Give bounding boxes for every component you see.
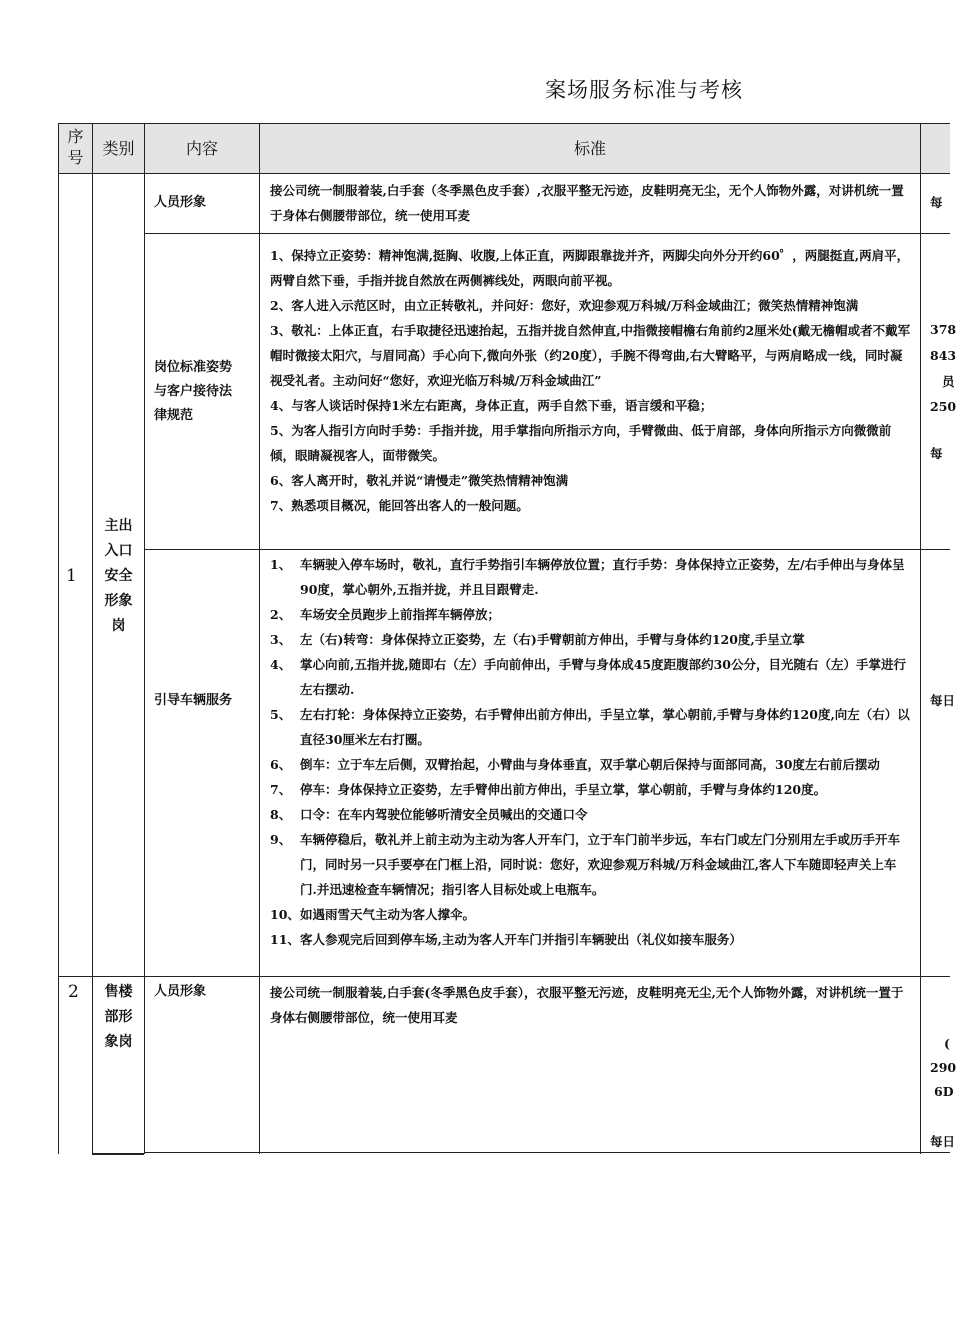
list-item: 9、 车辆停稳后，敬礼并上前主动为主动为客人开车门，立于车门前半步远，车右门或左门分别用左手或历手开车门，同时另一只手要亭在门框上沿，同时说：您好，欢迎参观万科城/万科金域曲江,客人下车随即轻声关上车门.并迅速检查车辆情况；指引客人目标处或上电瓶车。 — [270, 832, 901, 897]
header-content: 内容 — [185, 139, 218, 158]
content-label: 岗位标准姿势 与客户接待法 律规范 — [154, 360, 233, 423]
score-cell-text: 每 — [930, 195, 943, 210]
score-cell-text: 250 — [930, 399, 956, 414]
grid-line — [58, 173, 950, 174]
grid-line — [144, 1152, 950, 1153]
list-item: 2、 车场安全员跑步上前指挥车辆停放； — [270, 607, 501, 622]
grid-line — [92, 1153, 144, 1155]
score-cell-text: ( — [944, 1036, 950, 1051]
page-title: 案场服务标准与考核 — [545, 78, 743, 102]
standard-list — [270, 552, 913, 952]
standard-text: 接公司统一制服着装,白手套(冬季黑色皮手套），衣服平整无污迹，皮鞋明亮无尘,无个人饰物外露，对讲机统一置于身体右侧腰带部位，统一使用耳麦 — [270, 985, 904, 1025]
grid-line — [144, 233, 950, 234]
grid-line — [144, 549, 950, 550]
score-cell-text: 每 — [930, 446, 943, 461]
header-standard: 标准 — [573, 139, 606, 158]
standard-text: 接公司统一制服着装,白手套（冬季黑色皮手套）,衣服平整无污迹，皮鞋明亮无尘，无个人饰物外露，对讲机统一置于身体右侧腰带部位，统一使用耳麦 — [270, 183, 904, 223]
grid-line — [58, 123, 950, 124]
list-item: 10、 如遇雨雪天气主动为客人撑伞。 — [270, 907, 476, 922]
header-category: 类别 — [102, 139, 135, 158]
content-label: 人员形象 — [154, 984, 207, 999]
score-cell-text: 每日 — [930, 693, 956, 708]
grid-line — [144, 123, 145, 1154]
list-item: 4、 掌心向前,五指并拢,随即右（左）手向前伸出，手臂与身体成45度距腹部约30公分，目光随右（左）手掌进行左右摆动. — [270, 657, 906, 697]
list-item: 7、 停车：身体保持立正姿势，左手臂伸出前方伸出，手呈立掌，掌心朝前，手臂与身体约120度。 — [270, 782, 827, 797]
grid-line — [920, 123, 921, 1154]
content-label: 引导车辆服务 — [154, 693, 233, 708]
grid-line — [58, 123, 59, 1154]
row-seq-number: 1 — [66, 566, 77, 586]
content-label: 人员形象 — [154, 195, 207, 210]
score-cell-text: 378 — [930, 322, 956, 337]
score-cell-text: 6D — [934, 1084, 954, 1099]
grid-line — [259, 123, 260, 1154]
header-seq: 序 号 — [67, 127, 84, 167]
score-cell-text: 员 — [942, 374, 955, 389]
grid-line — [58, 976, 950, 977]
standard-text: 1、保持立正姿势：精神饱满,挺胸、收腹,上体正直，两脚跟靠拢并齐，两脚尖向外分开约60゜，两腿挺直,两肩平，两臂自然下垂，手指并拢自然放在两侧裤线处，两眼向前平视。 2、客人进入示范区时，由立正转敬礼，并问好：您好，欢迎参观万科城/万科金域曲江；微笑热情精神饱满 3、敬礼：上体正直，右手取捷径迅速抬起，五指并拢自然伸直,中指微接帽檐右角前约2厘米处(戴无檐帽或者不戴军帽时微接太阳穴，与眉同高）手心向下,微向外张（约20度），手腕不得弯曲,右大臂略平，与两肩略成一线，同时凝视受礼者。主动问好“您好，欢迎光临万科城/万科金域曲江” 4、与客人谈话时保持1米左右距离，身体正直，两手自然下垂，语言缓和平稳； 5、为客人指引方向时手势：手指并拢，用手掌指向所指示方向，手臂微曲、低于肩部，身体向所指示方向微微前倾，眼睛凝视客人，面带微笑。 6、客人离开时，敬礼并说“请慢走”微笑热情精神饱满 7、熟悉项目概况，能回答出客人的一般问题。 — [270, 248, 911, 513]
list-item: 8、 口令：在车内驾驶位能够听清安全员喊出的交通口令 — [270, 807, 588, 822]
list-item: 5、 左右打轮：身体保持立正姿势，右手臂伸出前方伸出，手呈立掌，掌心朝前,手臂与身体约120度,向左（右）以直径30厘米左右打圈。 — [270, 707, 910, 747]
row-seq-number: 2 — [68, 982, 79, 1002]
list-item: 6、 倒车：立于车左后侧，双臂抬起，小臂曲与身体垂直，双手掌心朝后保持与面部同高，30度左右前后摆动 — [270, 757, 880, 772]
list-item: 1、 车辆驶入停车场时，敬礼，直行手势指引车辆停放位置；直行手势：身体保持立正姿势，左/右手伸出与身体呈90度，掌心朝外,五指并拢，并且目跟臂走. — [270, 557, 905, 597]
list-item: 11、 客人参观完后回到停车场,主动为客人开车门并指引车辆驶出（礼仪如接车服务） — [270, 932, 742, 947]
category-label: 售楼 部形 象岗 — [104, 984, 133, 1050]
category-label: 主出 入口 安全 形象 岗 — [104, 518, 133, 634]
score-cell-text: 290 — [930, 1060, 956, 1075]
score-cell-text: 843 — [930, 348, 956, 363]
list-item: 3、 左（右)转弯：身体保持立正姿势，左（右)手臂朝前方伸出，手臂与身体约120度,手呈立掌 — [270, 632, 805, 647]
score-cell-text: 每日 — [930, 1134, 956, 1149]
